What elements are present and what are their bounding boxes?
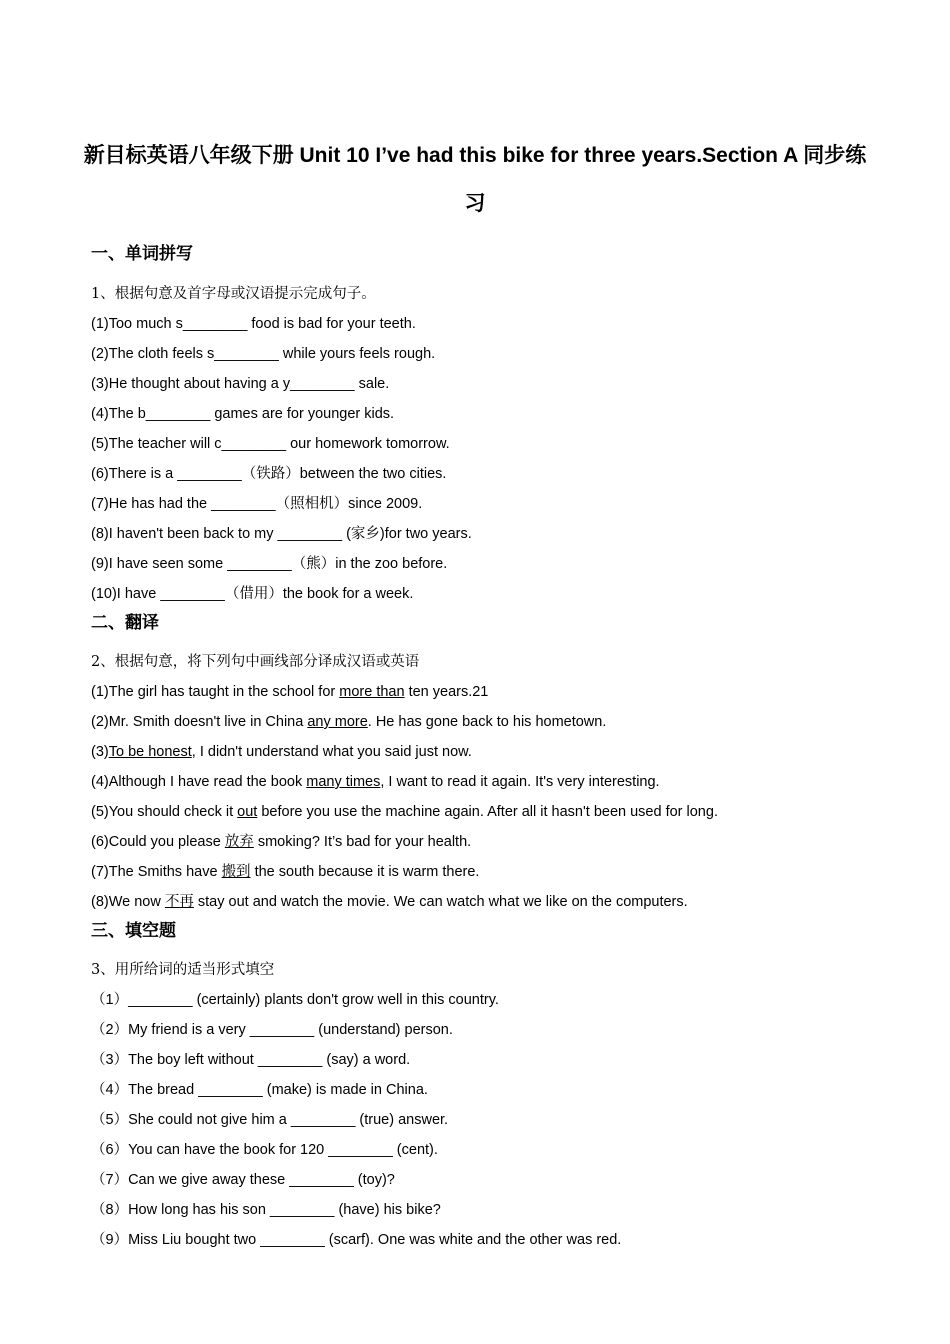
fill-in-item: （4）The bread ________ (make) is made in China. [91, 1082, 428, 1098]
underlined-phrase: out [237, 804, 258, 820]
spelling-item: (3)He thought about having a y________ sale. [91, 376, 390, 392]
fill-in-item: （8）How long has his son ________ (have) his bike? [91, 1202, 441, 1218]
underlined-phrase: many times [306, 774, 381, 790]
fill-in-item: （6）You can have the book for 120 ________ (cent). [91, 1142, 438, 1158]
spelling-item: (1)Too much s________ food is bad for your teeth. [91, 316, 416, 332]
spelling-item: (2)The cloth feels s________ while yours feels rough. [91, 346, 436, 362]
translation-item: (1)The girl has taught in the school for more than ten years.21 [91, 684, 489, 700]
fill-in-item: （1）________ (certainly) plants don't grow well in this country. [91, 992, 499, 1008]
section-heading-fill-in: 三、填空题 [91, 921, 176, 940]
spelling-item: (6)There is a ________（铁路）between the two cities. [91, 466, 447, 482]
fill-in-item: （3）The boy left without ________ (say) a word. [91, 1052, 411, 1068]
instruction-fill-in: 3、用所给词的适当形式填空 [91, 962, 275, 978]
section-heading-translation: 二、翻译 [91, 613, 159, 632]
spelling-item: (10)I have ________（借用）the book for a week. [91, 586, 414, 602]
translation-item: (5)You should check it out before you use the machine again. After all it hasn't been used for long. [91, 804, 718, 820]
fill-in-item: （9）Miss Liu bought two ________ (scarf). One was white and the other was red. [91, 1232, 622, 1248]
translation-item: (8)We now 不再 stay out and watch the movie. We can watch what we like on the computers. [91, 894, 688, 910]
translation-item: (4)Although I have read the book many times, I want to read it again. It's very interesting. [91, 774, 660, 790]
spelling-item: (4)The b________ games are for younger kids. [91, 406, 395, 422]
fill-in-item: （5）She could not give him a ________ (true) answer. [91, 1112, 449, 1128]
underlined-phrase: 放弃 [224, 834, 254, 850]
title-line-1: 新目标英语八年级下册 Unit 10 I’ve had this bike for three years.Section A 同步练 [83, 144, 867, 167]
underlined-phrase: 不再 [164, 894, 194, 910]
underlined-phrase: 搬到 [221, 864, 251, 880]
fill-in-item: （2）My friend is a very ________ (understand) person. [91, 1022, 453, 1038]
translation-item: (2)Mr. Smith doesn't live in China any more. He has gone back to his hometown. [91, 714, 607, 730]
spelling-item: (9)I have seen some ________（熊）in the zoo before. [91, 556, 448, 572]
spelling-item: (7)He has had the ________（照相机）since 2009. [91, 496, 423, 512]
title-line-2: 习 [464, 192, 486, 215]
instruction-spelling: 1、根据句意及首字母或汉语提示完成句子。 [91, 286, 376, 302]
translation-item: (3)To be honest, I didn't understand what you said just now. [91, 744, 472, 760]
underlined-phrase: more than [339, 684, 405, 700]
spelling-item: (5)The teacher will c________ our homework tomorrow. [91, 436, 450, 452]
translation-item: (7)The Smiths have 搬到 the south because it is warm there. [91, 864, 480, 880]
section-heading-spelling: 一、单词拼写 [91, 244, 193, 263]
document-title [60, 132, 890, 228]
underlined-phrase: To be honest [108, 744, 192, 760]
fill-in-item: （7）Can we give away these ________ (toy)? [91, 1172, 395, 1188]
spelling-item: (8)I haven't been back to my ________ (家乡)for two years. [91, 526, 472, 542]
underlined-phrase: any more [307, 714, 368, 730]
instruction-translation: 2、根据句意，将下列句中画线部分译成汉语或英语 [91, 654, 420, 670]
translation-item: (6)Could you please 放弃 smoking? It’s bad for your health. [91, 834, 472, 850]
